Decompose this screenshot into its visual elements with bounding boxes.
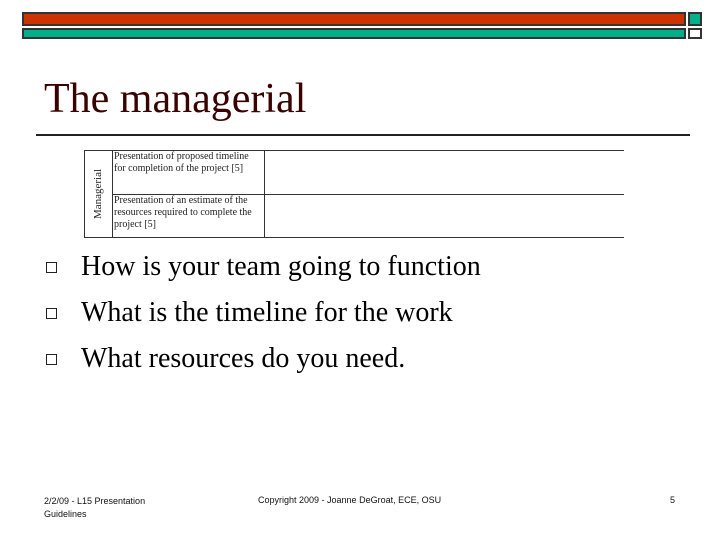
rubric-row-timeline: Presentation of proposed timeline for completion of the project [5] xyxy=(114,151,249,174)
list-item xyxy=(46,336,481,382)
bullet-list xyxy=(46,244,481,382)
footer-page-number: 5 xyxy=(670,495,676,505)
header-square-top xyxy=(688,12,702,26)
footer-date-title: 2/2/09 - L15 Presentation Guidelines xyxy=(44,496,146,519)
rubric-table-image xyxy=(84,150,624,238)
bullet-text: What is the timeline for the work xyxy=(81,297,453,328)
list-item xyxy=(46,290,481,336)
bullet-text: What resources do you need. xyxy=(81,343,406,374)
hollow-square-bullet-icon xyxy=(46,354,57,365)
footer-copyright: Copyright 2009 - Joanne DeGroat, ECE, OSU xyxy=(258,495,442,505)
header-square-bottom xyxy=(688,28,702,39)
title-underline xyxy=(36,134,690,136)
header-bar-red xyxy=(22,12,686,26)
list-item xyxy=(46,244,481,290)
bullet-text: How is your team going to function xyxy=(81,251,481,282)
hollow-square-bullet-icon xyxy=(46,262,57,273)
rubric-row-resources: Presentation of an estimate of the resources required to complete the project [5] xyxy=(114,195,252,230)
header-bar-teal xyxy=(22,28,686,39)
hollow-square-bullet-icon xyxy=(46,308,57,319)
rubric-side-label: Managerial xyxy=(92,168,104,220)
slide-title: The managerial xyxy=(44,76,307,122)
